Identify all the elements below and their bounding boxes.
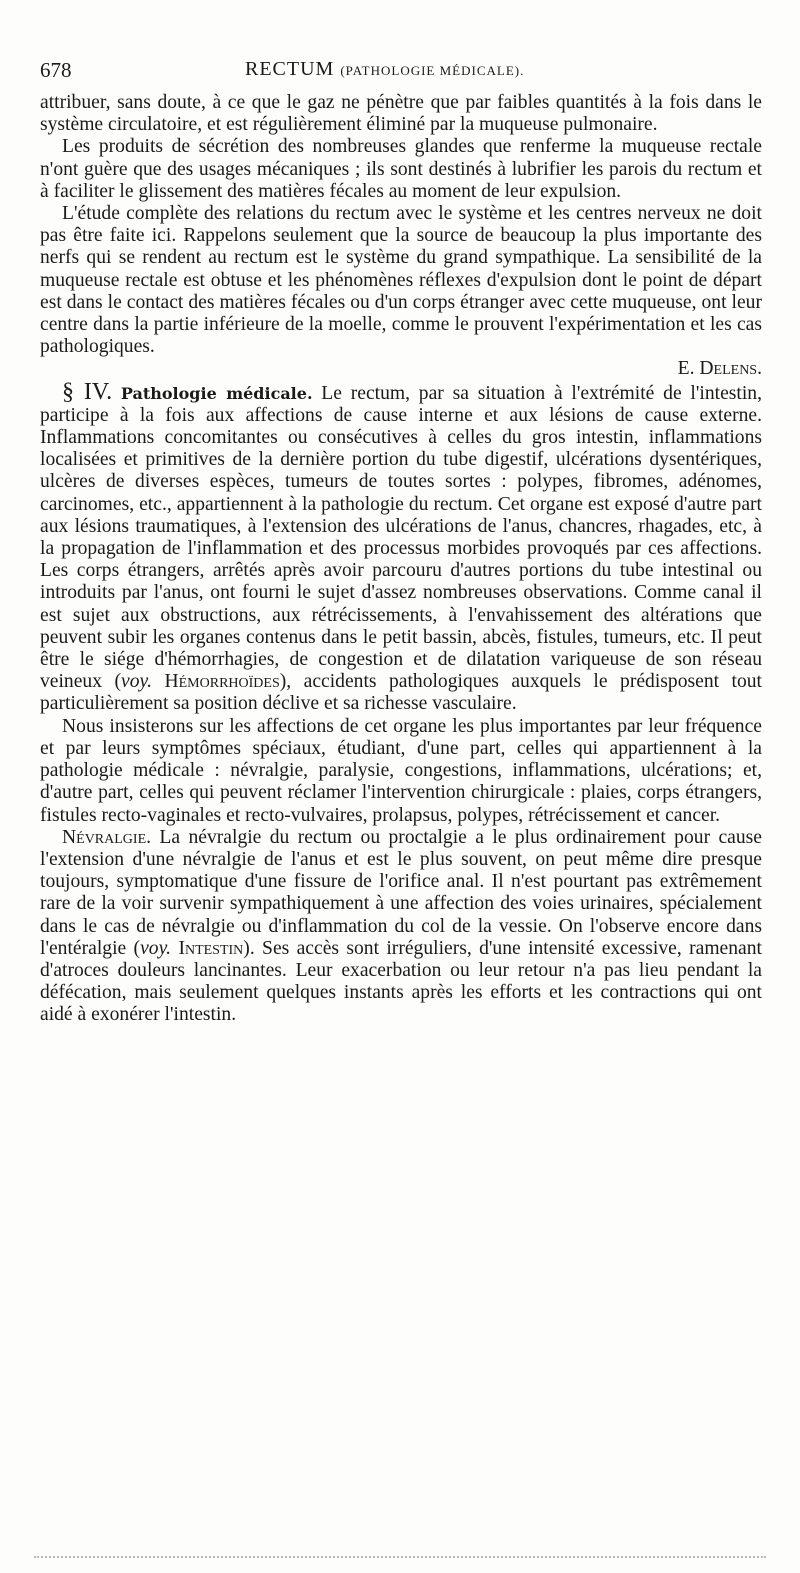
nevralgie-term: Névralgie. xyxy=(62,826,152,848)
paragraph-continued: attribuer, sans doute, à ce que le gaz ne pénètre que par faibles quantités à la fois dans le système circulatoire, et est régulièrement éliminé par la muqueuse pulmonaire. xyxy=(40,92,762,136)
paragraph-nerves: L'étude complète des relations du rectum avec le système et les centres nerveux ne doit pas être faite ici. Rappelons seulement que la source de beaucoup la plus importante des nerfs qui se rendent au rectum est le système du grand sympathique. La sensibilité de la muqueuse rectale est obtuse et les phénomènes réflexes d'expulsion dont le point de départ est dans le contact des matières fécales ou d'un corps étranger avec cette muqueuse, ont leur centre dans la partie inférieure de la moelle, comme le prouvent l'expérimentation et les cas pathologiques. xyxy=(40,203,762,358)
section-text-2: ), accidents pathologiques auxquels le prédisposent tout particulièrement sa position déclive et sa richesse vasculaire. xyxy=(40,671,762,715)
footer-rule xyxy=(34,1556,766,1558)
paragraph-glands: Les produits de sécrétion des nombreuses glandes que renferme la muqueuse rectale n'ont guère que des usages mécaniques ; ils sont destinés à lubrifier les parois du rectum et à faciliter le glissement des matières fécales au moment de leur expulsion. xyxy=(40,136,762,202)
running-title-main: RECTUM xyxy=(245,58,335,80)
section-pathologie-medicale xyxy=(40,378,762,716)
running-title-sub: (PATHOLOGIE MÉDICALE). xyxy=(340,63,525,78)
section-title: Pathologie médicale. xyxy=(120,383,313,403)
nevralgie-text-2: ). Ses accès sont irréguliers, d'une intensité excessive, ramenant d'atroces douleurs lancinantes. Leur exacerbation ou leur retour n'a pas lieu pendant la défécation, mais seulement quelques instants après les efforts et les contractions qui ont aidé à exonérer l'intestin. xyxy=(40,937,762,1026)
page-header xyxy=(40,58,760,88)
page-number: 678 xyxy=(40,58,72,82)
paragraph-nevralgie xyxy=(40,827,762,1027)
running-title xyxy=(245,58,524,81)
section-crossref: Hémorrhoïdes xyxy=(164,671,280,693)
page-body xyxy=(40,92,762,1027)
nevralgie-crossref: Intestin xyxy=(178,937,244,959)
author-signature: E. Delens. xyxy=(677,358,762,380)
section-mark: § IV. xyxy=(62,378,113,405)
paragraph-affections: Nous insisterons sur les affections de cet organe les plus importantes par leur fréquence et par leurs symptômes spéciaux, étudiant, d'une part, celles qui appartiennent à la pathologie médicale : névralgie, paralysie, congestions, inflammations, ulcérations; et, d'autre part, celles qui peuvent réclamer l'intervention chirurgicale : plaies, corps étrangers, fistules recto-vaginales et recto-vulvaires, prolapsus, polypes, rétrécissement et cancer. xyxy=(40,715,762,826)
section-text-1: Le rectum, par sa situation à l'extrémité de l'intestin, participe à la fois aux affections de cause interne et aux lésions de cause externe. Inflammations concomitantes ou consécutives à celles du gros intestin, inflammations localisées et primitives de la dernière portion du tube digestif, ulcérations dysentériques, ulcères de diverses espèces, tumeurs de toutes sortes : polypes, fibromes, adénomes, carcinomes, etc., appartiennent à la pathologie du rectum. Cet organe est exposé d'autre part aux lésions traumatiques, à l'extension des ulcérations de l'anus, chancres, rhagades, etc, à la propagation de l'inflammation et des processus morbides provoqués par ces affections. Les corps étrangers, arrêtés après avoir parcouru d'autres portions du tube intestinal ou introduits par l'anus, ont fourni le sujet d'assez nombreuses observations. Comme canal il est sujet aux obstructions, aux rétrécissements, à l'envahissement des altérations que peuvent subir les organes contenus dans le petit bassin, abcès, fistules, tumeurs, etc. Il peut être le siége d'hémorrhagies, de congestion et de dilatation variqueuse de son réseau veineux ( xyxy=(40,382,762,693)
nevralgie-voy: voy. xyxy=(140,937,172,959)
section-voy: voy. xyxy=(121,671,153,693)
nevralgie-text-1: La névralgie du rectum ou proctalgie a le plus ordinairement pour cause l'extension d'une névralgie de l'anus et est le plus souvent, on peut même dire presque toujours, symptomatique d'une fissure de l'orifice anal. Il n'est pourtant pas extrêmement rare de la voir survenir sympathiquement à une affection des voies urinaires, spécialement dans le cas de névralgie ou d'inflammation du col de la vessie. On l'observe encore dans l'entéralgie ( xyxy=(40,826,762,959)
